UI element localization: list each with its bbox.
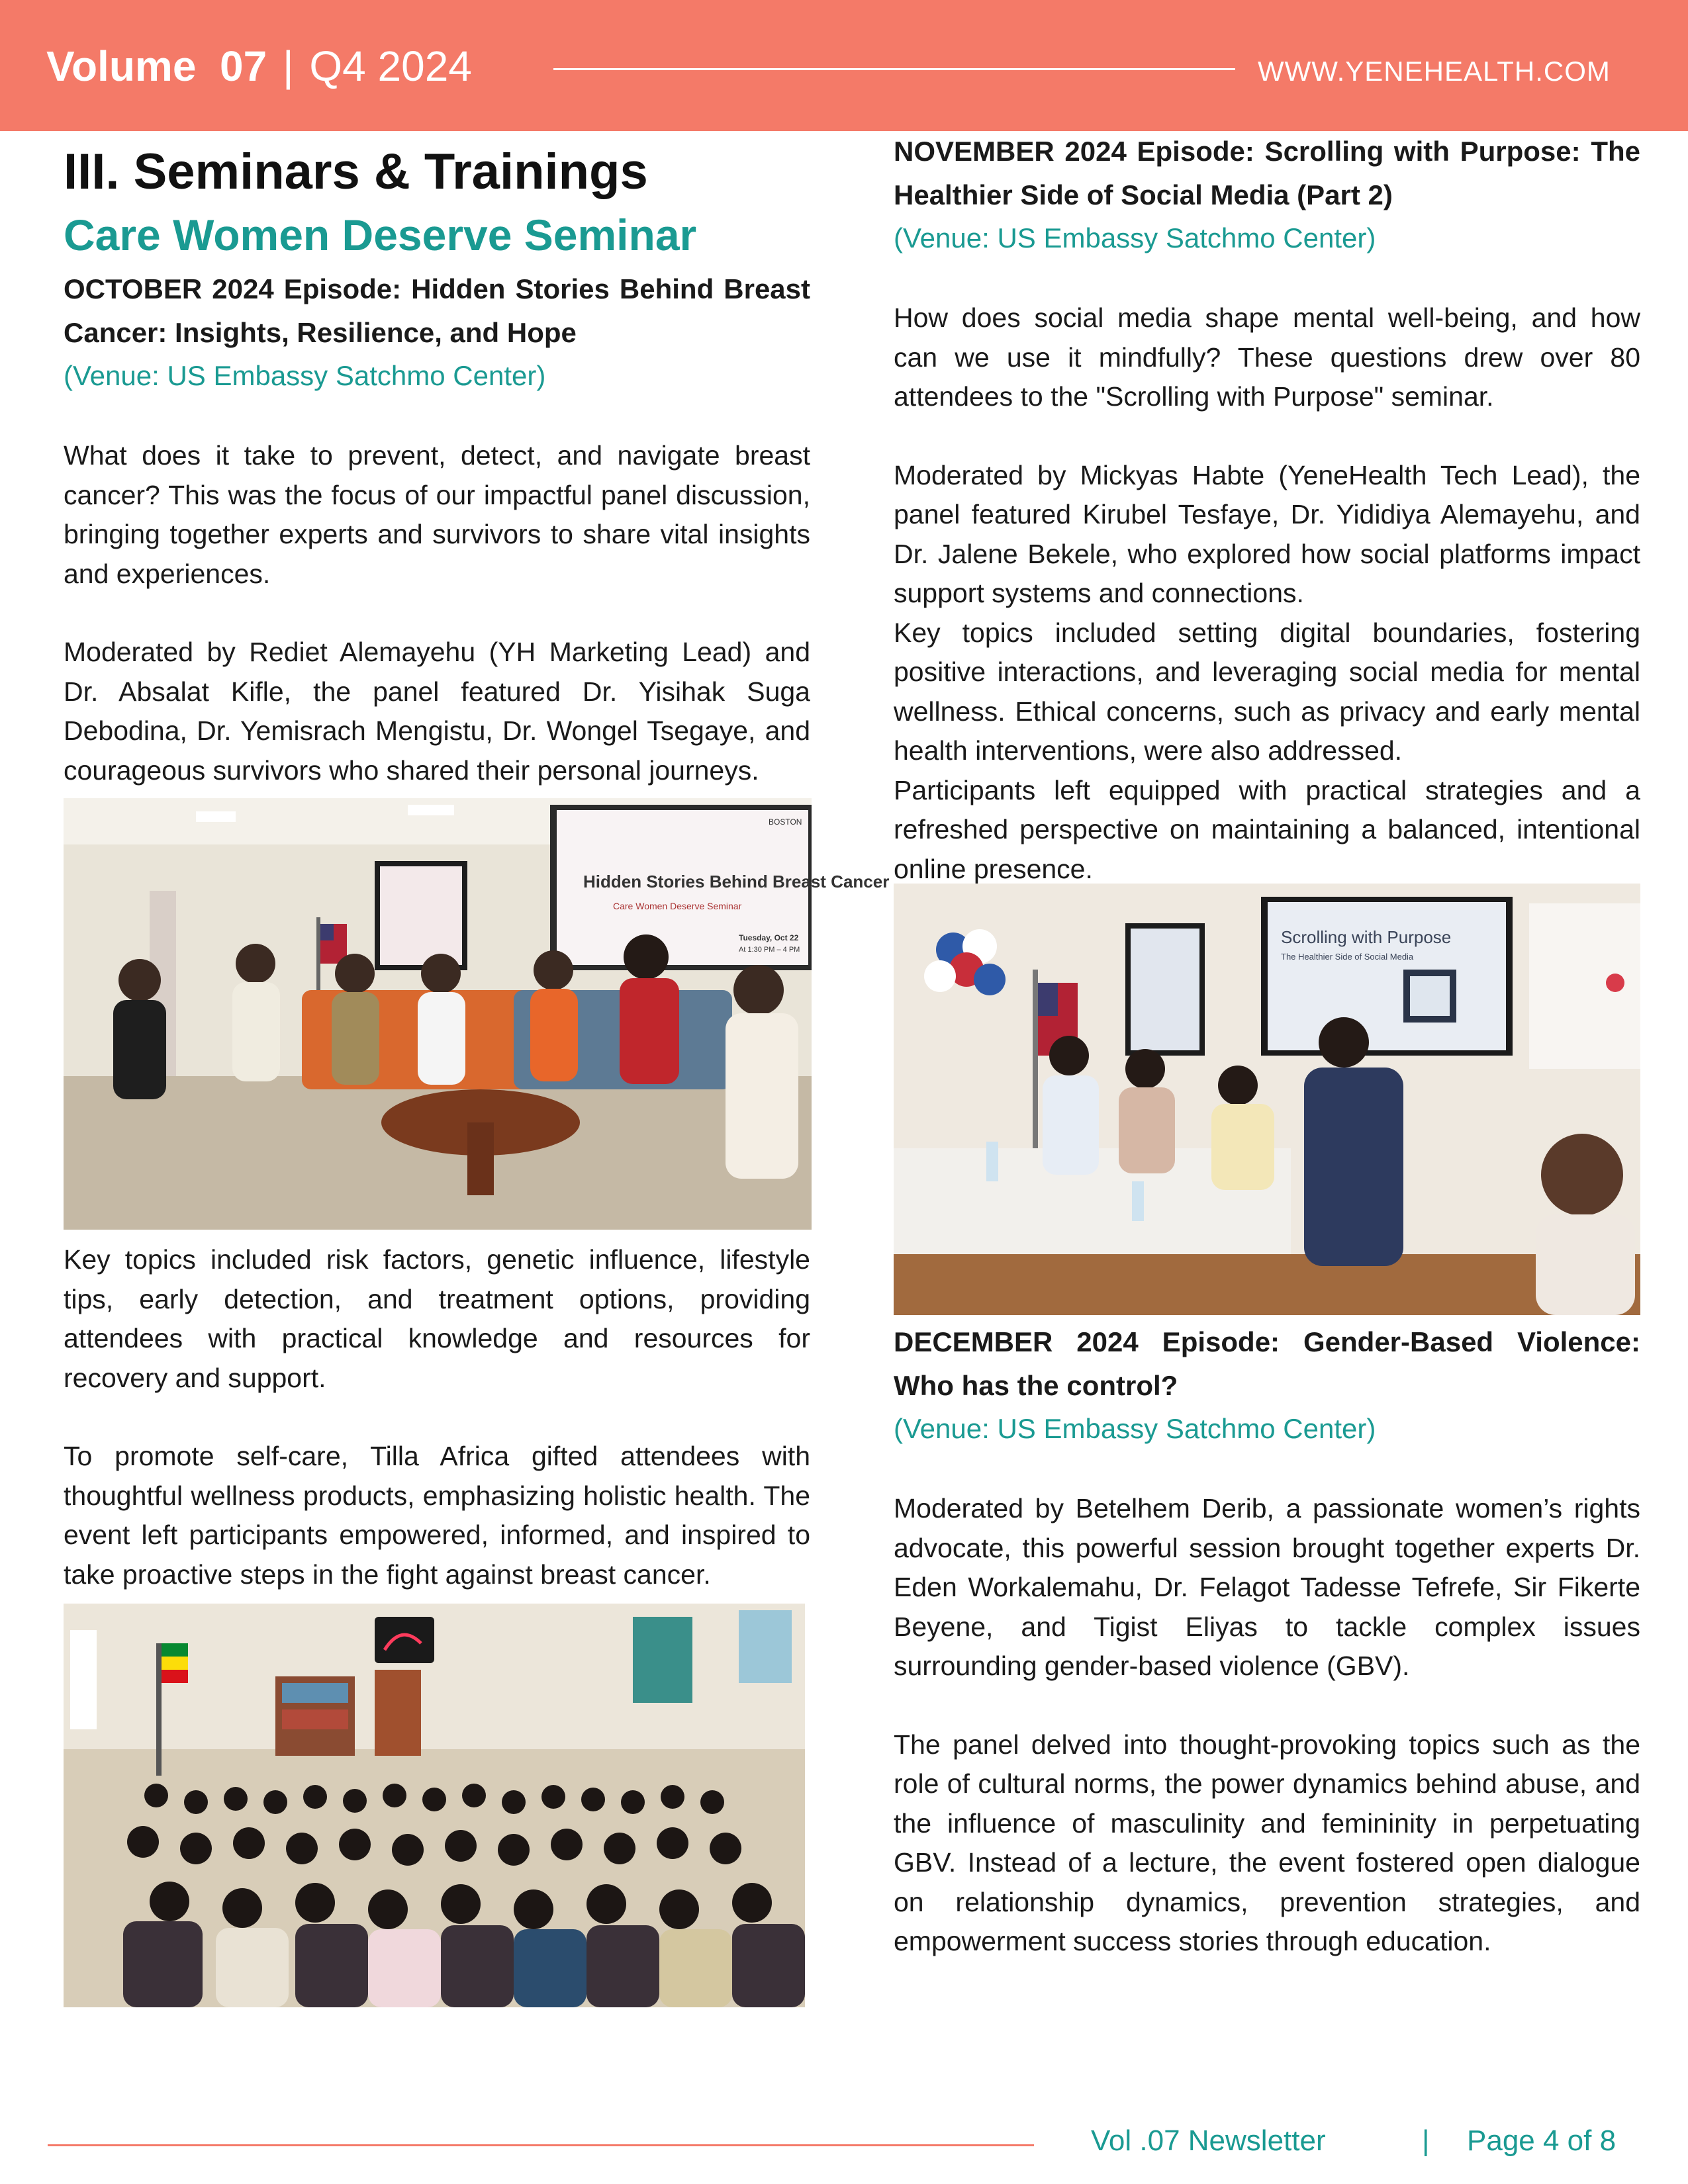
- october-venue: (Venue: US Embassy Satchmo Center): [64, 360, 546, 391]
- screen-subtitle-text: Care Women Deserve Seminar: [613, 901, 742, 911]
- october-episode-title: OCTOBER 2024 Episode: Hidden Stories Behind Breast Cancer: Insights, Resilience, and Hope: [64, 273, 810, 348]
- volume-word: Volume: [46, 42, 197, 90]
- footer-divider: [48, 2144, 1034, 2146]
- footer-page-number: Page 4 of 8: [1467, 2124, 1617, 2157]
- november-venue: (Venue: US Embassy Satchmo Center): [894, 222, 1376, 253]
- october-paragraph-1: What does it take to prevent, detect, and navigate breast cancer? This was the focus of our impactful panel discussion, bringing together experts and survivors to share vital insights and experiences.: [64, 440, 810, 589]
- november-paragraph-3: Key topics included setting digital boundaries, fostering positive interactions, and leveraging social media for mental wellness. Ethical concerns, such as privacy and early mental health interventions, were also addressed.: [894, 617, 1640, 766]
- screen-date-text: Tuesday, Oct 22: [739, 933, 799, 942]
- screen-time-text: At 1:30 PM – 4 PM: [739, 946, 800, 954]
- volume-label: [46, 42, 472, 90]
- volume-number: 07: [219, 42, 267, 90]
- december-paragraph-2: The panel delved into thought-provoking topics such as the role of cultural norms, the power dynamics behind abuse, and the influence of masculinity and femininity in perpetuating GBV. Instead of a lecture, the event fostered open dialogue on relationship dynamics, prevention strategies, and empowerment success stories through education.: [894, 1729, 1640, 1956]
- october-paragraph-4: To promote self-care, Tilla Africa gifted attendees with thoughtful wellness products, emphasizing holistic health. The event left participants empowered, informed, and inspired to take proactive steps in the fight against breast cancer.: [64, 1441, 810, 1590]
- december-venue: (Venue: US Embassy Satchmo Center): [894, 1413, 1376, 1444]
- november-paragraph-2: Moderated by Mickyas Habte (YeneHealth Tech Lead), the panel featured Kirubel Tesfaye, Dr. Yididiya Alemayehu, and Dr. Jalene Bekele, who explored how social platforms impact support systems and connections.: [894, 459, 1640, 608]
- october-paragraph-3: Key topics included risk factors, genetic influence, lifestyle tips, early detection, and treatment options, providing attendees with practical knowledge and resources for recovery and support.: [64, 1244, 810, 1393]
- header-divider: [553, 68, 1235, 70]
- november-episode-title: NOVEMBER 2024 Episode: Scrolling with Purpose: The Healthier Side of Social Media (Part 2): [894, 136, 1640, 210]
- left-column: [64, 139, 890, 2007]
- november-paragraph-1: How does social media shape mental well-being, and how can we use it mindfully? These questions drew over 80 attendees to the "Scrolling with Purpose" seminar.: [894, 302, 1640, 412]
- october-panel-photo: [64, 798, 890, 1230]
- october-audience-photo: [64, 1604, 805, 2007]
- volume-separator: |: [282, 42, 294, 90]
- screen-title-text: Scrolling with Purpose: [1281, 927, 1452, 947]
- screen-title-text: Hidden Stories Behind Breast Cancer: [583, 872, 890, 891]
- website-link[interactable]: WWW.YENEHEALTH.COM: [1258, 56, 1611, 87]
- october-paragraph-2: Moderated by Rediet Alemayehu (YH Marketing Lead) and Dr. Absalat Kifle, the panel featured Dr. Yisihak Suga Debodina, Dr. Yemisrach Mengistu, Dr. Wongel Tsegaye, and courageous survivors who shared their personal journeys.: [64, 637, 810, 786]
- header-band: [0, 0, 1688, 131]
- footer-separator: |: [1422, 2124, 1430, 2157]
- right-column: [894, 130, 1640, 1962]
- footer-newsletter: Vol .07 Newsletter: [1091, 2124, 1326, 2157]
- december-episode-title: DECEMBER 2024 Episode: Gender-Based Violence: Who has the control?: [894, 1326, 1640, 1401]
- screen-logo-text: BOSTON: [769, 817, 802, 827]
- screen-subtitle-text: The Healthier Side of Social Media: [1281, 952, 1414, 962]
- section-title: III. Seminars & Trainings: [64, 144, 648, 200]
- december-paragraph-1: Moderated by Betelhem Derib, a passionate women’s rights advocate, this powerful session brought together experts Dr. Eden Workalemahu, Dr. Felagot Tadesse Tefrefe, Sir Fikerte Beyene, and Tigist Eliyas to tackle complex issues surrounding gender-based violence (GBV).: [894, 1493, 1640, 1681]
- seminar-title: Care Women Deserve Seminar: [64, 210, 697, 259]
- quarter-label: Q4 2024: [309, 42, 472, 90]
- november-paragraph-4: Participants left equipped with practical strategies and a refreshed perspective on maintaining a balanced, intentional online presence.: [894, 774, 1640, 884]
- november-panel-photo: [894, 884, 1640, 1315]
